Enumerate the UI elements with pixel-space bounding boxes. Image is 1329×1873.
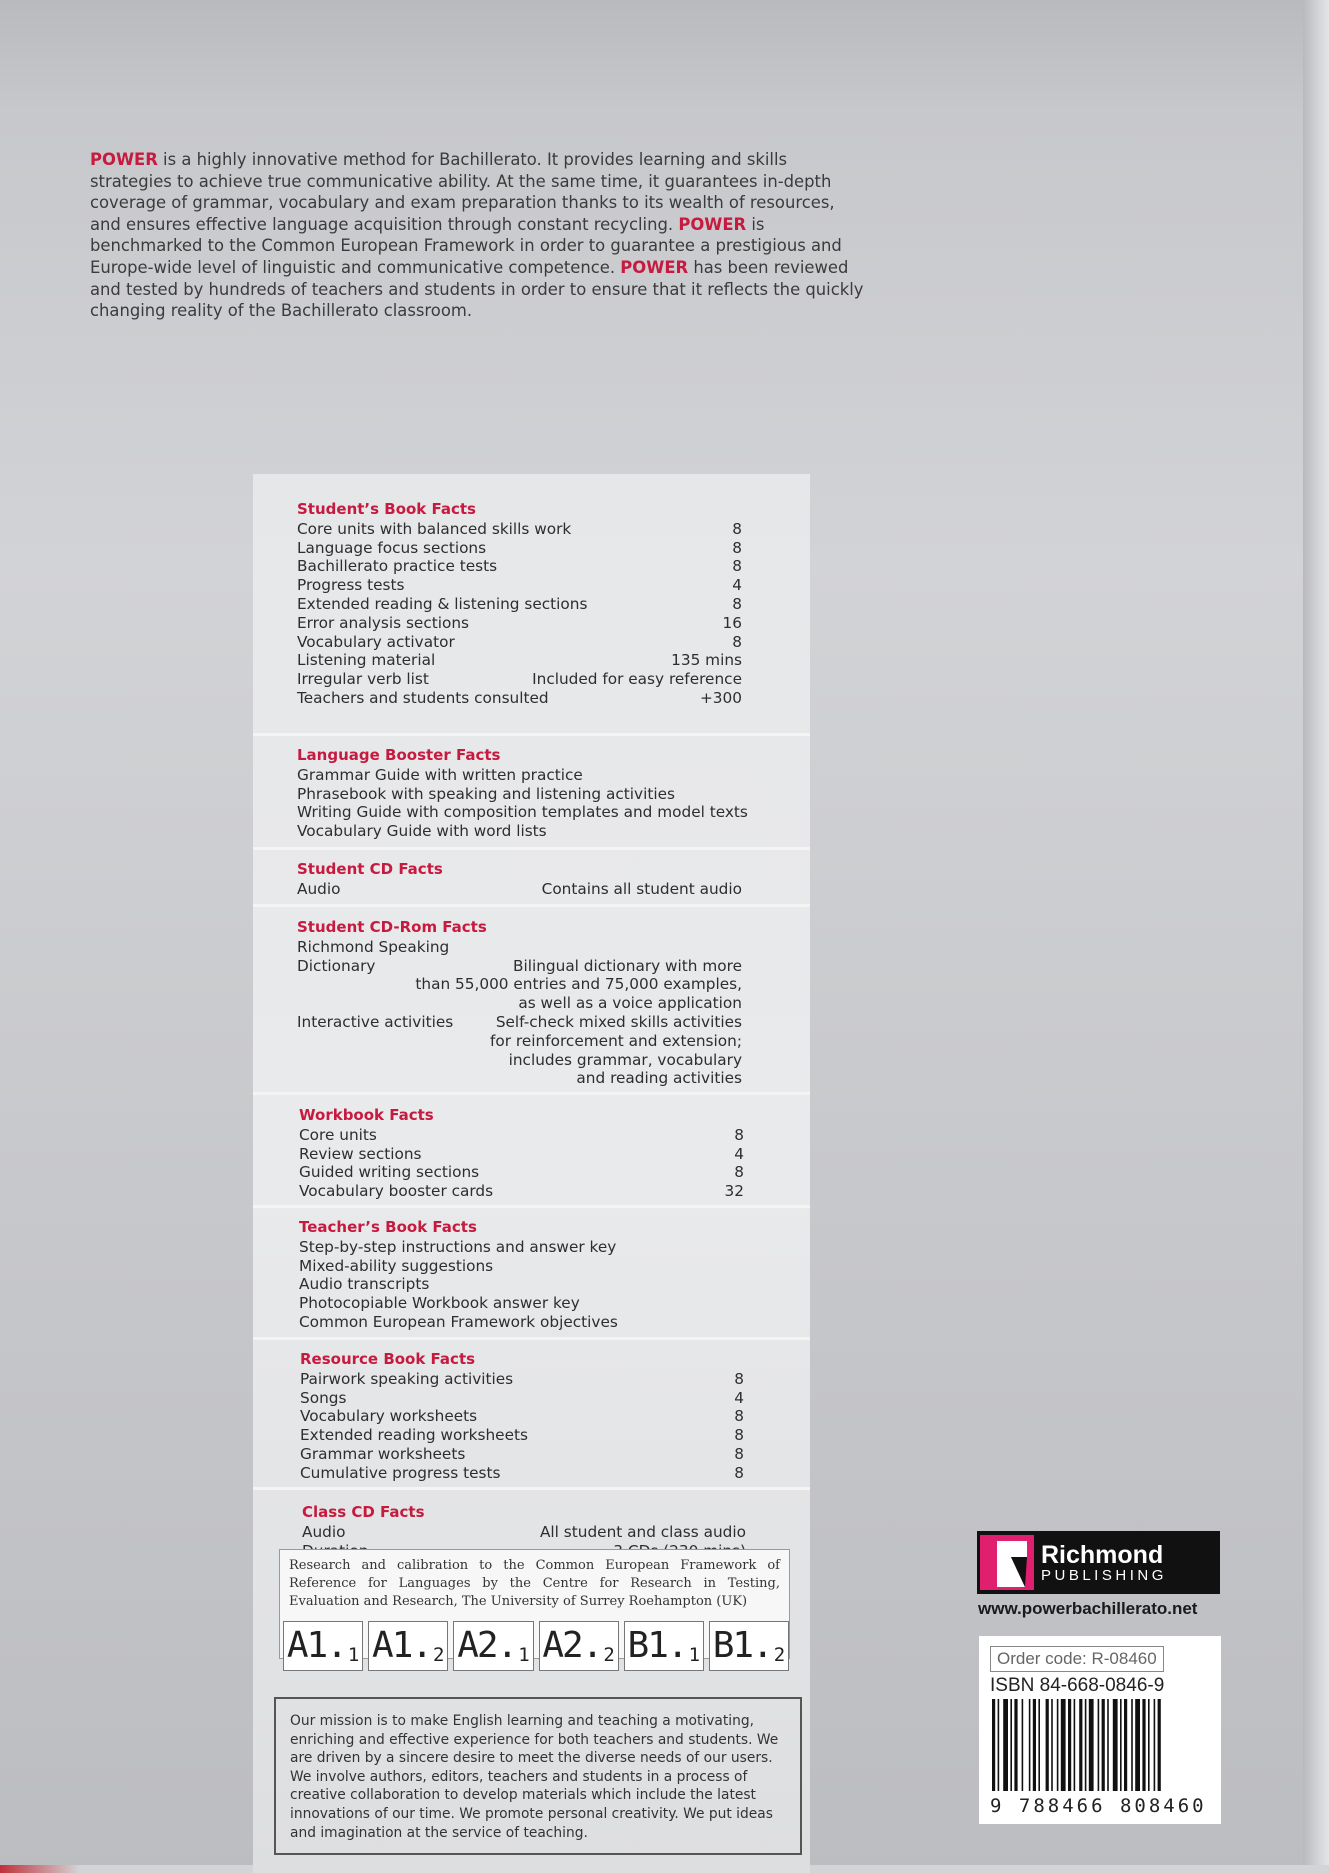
fact-row: [297, 557, 742, 576]
fact-row: [297, 1013, 742, 1088]
section-title: Teacher’s Book Facts: [299, 1218, 477, 1236]
level-code: B1.: [627, 1625, 687, 1666]
fact-label: Phrasebook with speaking and listening activities: [297, 784, 675, 803]
fact-value: 8: [732, 519, 742, 538]
fact-label: Guided writing sections: [299, 1163, 480, 1182]
fact-value: 8: [734, 1163, 744, 1182]
fact-label: Error analysis sections: [297, 613, 470, 632]
fact-row: [297, 957, 742, 1013]
fact-value: 8: [734, 1407, 744, 1426]
level-code: A1.: [372, 1625, 432, 1666]
fact-label: Common European Framework objectives: [299, 1312, 618, 1331]
level-sub: 2: [603, 1644, 615, 1666]
fact-row: [297, 633, 742, 652]
fact-label: Vocabulary Guide with word lists: [297, 822, 547, 841]
section-title: Student CD-Rom Facts: [297, 918, 487, 936]
publisher-wordmark: [1041, 1542, 1167, 1584]
cef-level-badge: [624, 1621, 704, 1671]
fact-label: Mixed-ability suggestions: [299, 1256, 494, 1275]
fact-list: [300, 1370, 744, 1483]
section-title: Class CD Facts: [302, 1503, 425, 1521]
fact-label: Core units: [299, 1125, 377, 1144]
mission-statement: [274, 1697, 802, 1855]
fact-value-line: Self-check mixed skills activities: [495, 1012, 742, 1031]
fact-value: [415, 957, 742, 1013]
fact-value: [490, 1013, 742, 1088]
fact-row: [297, 576, 742, 595]
fact-value-line: for reinforcement and extension;: [490, 1031, 742, 1050]
fact-label: Review sections: [299, 1144, 422, 1163]
fact-row: [299, 1238, 742, 1257]
fact-row: [297, 670, 742, 689]
level-code: A2.: [457, 1625, 517, 1666]
publisher-logo: [977, 1531, 1220, 1594]
fact-value: 4: [732, 576, 742, 595]
level-code: A2.: [542, 1625, 602, 1666]
fact-list: [299, 1126, 744, 1201]
fact-label: Bachillerato practice tests: [297, 557, 498, 576]
cef-level-badge: [368, 1621, 448, 1671]
fact-value: 16: [722, 613, 742, 632]
fact-row: [297, 785, 742, 804]
fact-list: [297, 880, 742, 899]
fact-value-line: and reading activities: [576, 1069, 742, 1088]
fact-label: Grammar Guide with written practice: [297, 765, 583, 784]
fact-label: Extended reading & listening sections: [297, 594, 588, 613]
fact-value: 8: [732, 594, 742, 613]
book-spine-edge: [1303, 0, 1329, 1873]
fact-row: [302, 1523, 746, 1542]
fact-row: [300, 1389, 744, 1408]
fact-value: 135 mins: [671, 651, 742, 670]
fact-label: Progress tests: [297, 576, 405, 595]
fact-label: Core units with balanced skills work: [297, 519, 572, 538]
fact-value-line: than 55,000 entries and 75,000 examples,: [415, 975, 742, 994]
fact-value: 8: [732, 538, 742, 557]
fact-label: Step-by-step instructions and answer key: [299, 1237, 617, 1256]
intro-paragraph-1: is a highly innovative method for Bachillerato. It provides learning and skills strategies to achieve true communicative ability. At the same time, it guarantees in-depth coverage of grammar, vocabulary and exam preparation thanks to its wealth of resources, and ensures effective language acquisition through constant recycling.: [90, 150, 835, 234]
fact-label: Vocabulary booster cards: [299, 1182, 494, 1201]
fact-label: Dictionary: [297, 956, 376, 975]
fact-value: 8: [734, 1444, 744, 1463]
section-title: Student CD Facts: [297, 860, 443, 878]
fact-value: 8: [732, 557, 742, 576]
class-cd-facts: [253, 1490, 810, 1556]
fact-row: [297, 651, 742, 670]
fact-list: [297, 520, 742, 708]
intro-paragraph-2: is benchmarked to the Common European Framework in order to guarantee a prestigious and Europe-wide level of linguistic and communicative competence.: [90, 214, 842, 277]
teachers-book-facts: [253, 1208, 810, 1340]
students-book-facts: [253, 496, 810, 736]
isbn-number: ISBN 84-668-0846-9: [990, 1675, 1165, 1696]
level-sub: 1: [518, 1644, 530, 1666]
fact-row: [299, 1163, 744, 1182]
fact-label: Grammar worksheets: [300, 1444, 466, 1463]
website-link[interactable]: www.powerbachillerato.net: [978, 1599, 1198, 1618]
fact-row: [297, 938, 742, 957]
fact-label: Audio: [297, 879, 341, 898]
fact-value: 8: [734, 1463, 744, 1482]
fact-row: [297, 595, 742, 614]
fact-label: Teachers and students consulted: [297, 688, 549, 707]
workbook-facts: [253, 1095, 810, 1208]
fact-row: [297, 689, 742, 708]
fact-row: [297, 520, 742, 539]
level-sub: 2: [773, 1644, 786, 1666]
mission-text: Our mission is to make English learning and teaching a motivating, enriching and effective experience for both teachers and students. We are driven by a sincere desire to meet the diverse needs of our users. We involve authors, editors, teachers and students in a process of creative collaboration to develop materials which include the latest innovations of our time. We promote personal creativity. We put ideas and imagination at the service of teaching.: [290, 1713, 779, 1841]
ean-number: 9 788466 808460: [990, 1795, 1207, 1817]
barcode-icon: [990, 1699, 1210, 1797]
fact-label: Irregular verb list: [297, 670, 429, 689]
level-sub: 1: [688, 1644, 701, 1666]
fact-row: [300, 1370, 744, 1389]
intro-paragraph-3: has been reviewed and tested by hundreds of teachers and students in order to ensure that it reflects the quickly changing reality of the Bachillerato classroom.: [90, 257, 864, 321]
fact-row: [299, 1275, 742, 1294]
fact-label: Audio transcripts: [299, 1275, 430, 1294]
fact-row: [299, 1126, 744, 1145]
fact-value: 4: [734, 1388, 744, 1407]
fact-list: [297, 765, 748, 841]
fact-value-line: includes grammar, vocabulary: [508, 1050, 742, 1069]
fact-row: [297, 766, 742, 785]
fact-row: [299, 1145, 744, 1164]
fact-label: Interactive activities: [297, 1012, 454, 1031]
section-title: Student’s Book Facts: [297, 500, 476, 518]
student-cdrom-facts: [253, 907, 810, 1095]
fact-label: Cumulative progress tests: [300, 1463, 501, 1482]
fact-label: Songs: [300, 1388, 347, 1407]
student-cd-facts: [253, 850, 810, 907]
fact-label: Pairwork speaking activities: [300, 1369, 514, 1388]
fact-label: Vocabulary activator: [297, 632, 455, 651]
fact-value: 8: [732, 632, 742, 651]
cef-level-badge: [709, 1621, 789, 1671]
fact-value: Contains all student audio: [541, 879, 742, 898]
fact-row: [297, 803, 748, 822]
fact-value-line: Bilingual dictionary with more: [512, 956, 742, 975]
fact-value: 8: [734, 1125, 744, 1144]
fact-list: [299, 1238, 742, 1332]
fact-label: Audio: [302, 1522, 346, 1541]
fact-row: [297, 880, 742, 899]
fact-label: Language focus sections: [297, 538, 487, 557]
fact-row: [299, 1313, 742, 1332]
fact-label: Photocopiable Workbook answer key: [299, 1294, 580, 1313]
fact-value: 4: [734, 1144, 744, 1163]
research-text: Research and calibration to the Common European Framework of Reference for Languages by the Centre for Research in Testing, Evaluation and Research, The University of Surrey Roehampton (UK): [289, 1558, 780, 1609]
fact-row: [300, 1445, 744, 1464]
section-title: Resource Book Facts: [300, 1350, 476, 1368]
fact-row: [300, 1426, 744, 1445]
intro-text: [90, 149, 870, 322]
fact-value: 8: [734, 1369, 744, 1388]
fact-row: [299, 1257, 742, 1276]
barcode-panel: [979, 1636, 1221, 1824]
fact-value: Included for easy reference: [532, 670, 742, 689]
fact-label: Richmond Speaking: [297, 937, 450, 956]
level-code: B1.: [712, 1625, 772, 1666]
cef-levels: [283, 1621, 789, 1671]
fact-label: Listening material: [297, 651, 436, 670]
cef-level-badge: [453, 1621, 533, 1671]
section-title: Language Booster Facts: [297, 746, 501, 764]
fact-row: [300, 1464, 744, 1483]
fact-label: Writing Guide with composition templates and model texts: [297, 803, 748, 822]
fact-value: 8: [734, 1426, 744, 1445]
resource-book-facts: [253, 1340, 810, 1490]
level-sub: 1: [347, 1644, 360, 1666]
fact-row: [297, 614, 742, 633]
fact-row: [299, 1294, 742, 1313]
brand-name: POWER: [620, 257, 689, 277]
brand-name: POWER: [678, 214, 747, 234]
brand-name: POWER: [90, 150, 158, 169]
level-sub: 2: [433, 1644, 445, 1666]
fact-label: Extended reading worksheets: [300, 1426, 528, 1445]
cef-level-badge: [539, 1621, 619, 1671]
language-booster-facts: [253, 736, 810, 850]
richmond-logo-icon: [977, 1531, 1037, 1594]
section-title: Workbook Facts: [299, 1106, 434, 1124]
level-code: A1.: [286, 1625, 346, 1666]
fact-value: +300: [699, 688, 742, 707]
order-code: Order code: R-08460: [990, 1646, 1164, 1672]
fact-value-line: as well as a voice application: [518, 994, 742, 1013]
publisher-name: Richmond: [1041, 1540, 1164, 1569]
fact-value: All student and class audio: [539, 1522, 746, 1541]
fact-row: [300, 1407, 744, 1426]
fact-value: 32: [724, 1182, 744, 1201]
fact-row: [297, 539, 742, 558]
fact-row: [297, 822, 742, 841]
fact-row: [299, 1182, 744, 1201]
cef-level-badge: [283, 1621, 363, 1671]
fact-label: Vocabulary worksheets: [300, 1407, 478, 1426]
publisher-subtitle: PUBLISHING: [1041, 1566, 1167, 1584]
